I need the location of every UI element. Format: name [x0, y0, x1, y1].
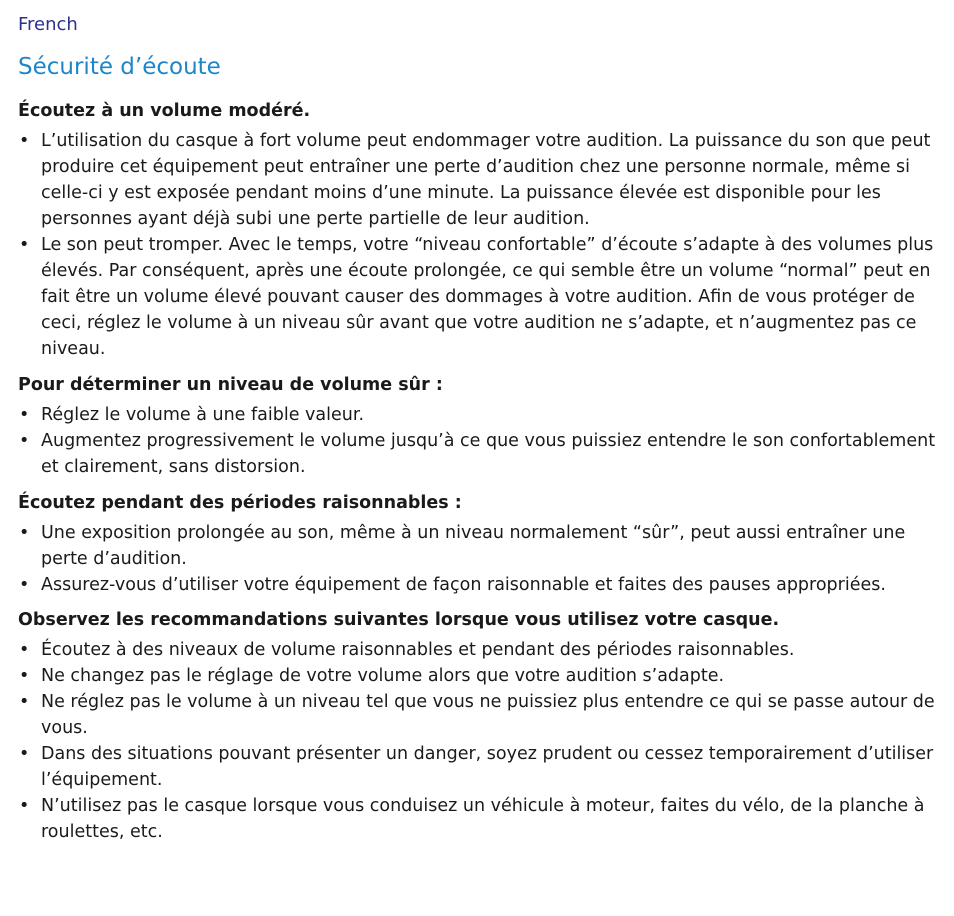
- list-item-text: Ne réglez pas le volume à un niveau tel que vous ne puissiez plus entendre ce qui se passe autour de vous.: [41, 692, 935, 738]
- list-item: [18, 128, 938, 232]
- list-item-text: Une exposition prolongée au son, même à un niveau normalement “sûr”, peut aussi entraîner une perte d’audition.: [41, 523, 906, 569]
- bullet-icon: •: [19, 640, 30, 660]
- list-item-text: Le son peut tromper. Avec le temps, votre “niveau confortable” d’écoute s’adapte à des volumes plus élevés. Par conséquent, après une écoute prolongée, ce qui semble être un volume “normal” peut en fait être un volume élevé pouvant causer des dommages à votre audition. Afin de vous protéger de ceci, réglez le volume à un niveau sûr avant que votre audition ne s’adapte, et n’augmentez pas ce niveau.: [41, 235, 934, 359]
- list-item-text: Assurez-vous d’utiliser votre équipement de façon raisonnable et faites des pauses appropriées.: [41, 575, 886, 595]
- bullet-list: [18, 402, 938, 480]
- document-page: [18, 12, 938, 845]
- section-heading: Pour déterminer un niveau de volume sûr :: [18, 375, 443, 395]
- bullet-list: [18, 128, 938, 362]
- list-item-text: Réglez le volume à une faible valeur.: [41, 405, 365, 425]
- bullet-icon: •: [19, 666, 30, 686]
- bullet-list: [18, 637, 938, 845]
- list-item: [18, 663, 938, 689]
- bullet-icon: •: [19, 692, 30, 712]
- list-item: [18, 793, 938, 845]
- list-item: [18, 402, 938, 428]
- section-reasonable-periods: [18, 490, 938, 598]
- list-item: [18, 741, 938, 793]
- list-item: [18, 689, 938, 741]
- bullet-icon: •: [19, 796, 30, 816]
- list-item: [18, 428, 938, 480]
- bullet-list: [18, 520, 938, 598]
- list-item: [18, 572, 938, 598]
- language-label: French: [18, 14, 78, 35]
- list-item-text: Écoutez à des niveaux de volume raisonnables et pendant des périodes raisonnables.: [41, 640, 795, 660]
- bullet-icon: •: [19, 131, 30, 151]
- section-safe-level: [18, 372, 938, 480]
- list-item-text: Augmentez progressivement le volume jusqu’à ce que vous puissiez entendre le son confortablement et clairement, sans distorsion.: [41, 431, 936, 477]
- list-item: [18, 520, 938, 572]
- list-item-text: Ne changez pas le réglage de votre volume alors que votre audition s’adapte.: [41, 666, 725, 686]
- section-moderate-volume: [18, 98, 938, 362]
- bullet-icon: •: [19, 431, 30, 451]
- bullet-icon: •: [19, 744, 30, 764]
- bullet-icon: •: [19, 523, 30, 543]
- list-item-text: Dans des situations pouvant présenter un danger, soyez prudent ou cessez temporairement d’utiliser l’équipement.: [41, 744, 934, 790]
- section-recommendations: [18, 607, 938, 845]
- list-item: [18, 232, 938, 362]
- page-title: Sécurité d’écoute: [18, 54, 221, 80]
- section-heading: Observez les recommandations suivantes lorsque vous utilisez votre casque.: [18, 610, 780, 630]
- list-item-text: L’utilisation du casque à fort volume peut endommager votre audition. La puissance du son que peut produire cet équipement peut entraîner une perte d’audition chez une personne normale, même si celle-ci y est exposée pendant moins d’une minute. La puissance élevée est disponible pour les personnes ayant déjà subi une perte partielle de leur audition.: [41, 131, 931, 229]
- list-item: [18, 637, 938, 663]
- bullet-icon: •: [19, 405, 30, 425]
- bullet-icon: •: [19, 235, 30, 255]
- section-heading: Écoutez pendant des périodes raisonnables :: [18, 493, 462, 513]
- section-heading: Écoutez à un volume modéré.: [18, 101, 311, 121]
- list-item-text: N’utilisez pas le casque lorsque vous conduisez un véhicule à moteur, faites du vélo, de la planche à roulettes, etc.: [41, 796, 925, 842]
- bullet-icon: •: [19, 575, 30, 595]
